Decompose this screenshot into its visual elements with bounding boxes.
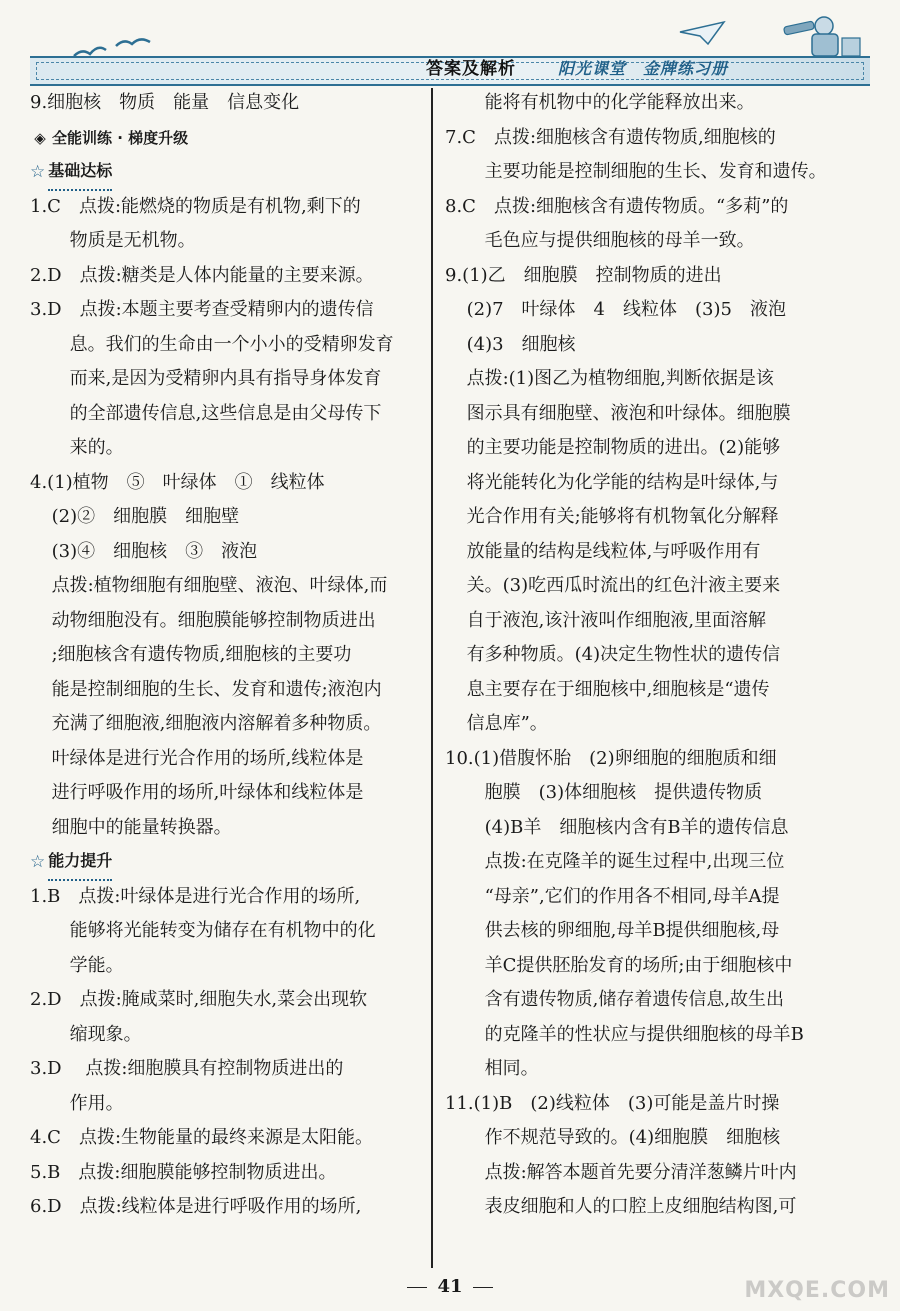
text-line: 9.(1)乙 细胞膜 控制物质的进出 (445, 264, 722, 286)
text-line: 作用。 (69, 1092, 124, 1114)
text-line: 自于液泡,该汁液叫作细胞液,里面溶解 (466, 609, 767, 631)
text-line: 毛色应与提供细胞核的母羊一致。 (484, 230, 755, 251)
page-header (30, 14, 870, 84)
text-line: 10.(1)借腹怀胎 (2)卵细胞的细胞质和细 (445, 747, 777, 769)
header-brand: 阳光课堂 金牌练习册 (558, 59, 729, 78)
text-line: 1.B 点拨:叶绿体是进行光合作用的场所, (30, 885, 361, 907)
subsection-heading (30, 155, 440, 190)
text-line: 放能量的结构是线粒体,与呼吸作用有 (466, 540, 761, 562)
text-line: (2)② 细胞膜 细胞壁 (51, 506, 240, 527)
page-number: 41 (0, 1276, 900, 1297)
text-line: 进行呼吸作用的场所,叶绿体和线粒体是 (51, 782, 364, 803)
text-line: 5.B 点拨:细胞膜能够控制物质进出。 (30, 1161, 337, 1183)
text-line: 细胞中的能量转换器。 (51, 816, 232, 838)
text-line: 作不规范导致的。(4)细胞膜 细胞核 (484, 1127, 781, 1148)
text-line: 点拨:植物细胞有细胞壁、液泡、叶绿体,而 (51, 575, 388, 596)
text-line: 2.D 点拨:糖类是人体内能量的主要来源。 (30, 264, 374, 286)
subsection-heading-text: 能力提升 (48, 844, 112, 882)
text-line: 充满了细胞液,细胞液内溶解着多种物质。 (51, 713, 382, 734)
text-line: 的主要功能是控制物质的进出。(2)能够 (466, 437, 781, 458)
text-line: 光合作用有关;能够将有机物氧化分解释 (466, 506, 779, 527)
text-line: 能够将光能转变为储存在有机物中的化 (69, 920, 376, 941)
text-line: 7.C 点拨:细胞核含有遗传物质,细胞核的 (445, 126, 776, 148)
text-line: 点拨:(1)图乙为植物细胞,判断依据是该 (466, 368, 774, 389)
text-line: 4.(1)植物 ⑤ 叶绿体 ① 线粒体 (30, 471, 325, 493)
text-line: 叶绿体是进行光合作用的场所,线粒体是 (51, 747, 364, 769)
text-line: 点拨:在克隆羊的诞生过程中,出现三位 (484, 851, 785, 872)
text-line: 将光能转化为化学能的结构是叶绿体,与 (466, 471, 779, 493)
text-line: 而来,是因为受精卵内具有指导身体发育 (69, 368, 382, 389)
paper-plane-icon (678, 18, 728, 48)
subsection-heading (30, 845, 440, 880)
text-line: 含有遗传物质,储存着遗传信息,故生出 (484, 989, 785, 1010)
text-line: 6.D 点拨:线粒体是进行呼吸作用的场所, (30, 1196, 362, 1217)
text-line: “母亲”,它们的作用各不相同,母羊A提 (484, 885, 780, 907)
text-line: 缩现象。 (69, 1023, 142, 1045)
text-line: 供去核的卵细胞,母羊B提供细胞核,母 (484, 920, 780, 941)
text-line: 能将有机物中的化学能释放出来。 (484, 92, 755, 113)
text-line: 信息库”。 (466, 713, 548, 734)
text-line: 羊C提供胚胎发育的场所;由于细胞核中 (484, 954, 793, 976)
left-column (30, 86, 440, 1225)
text-line: 3.D 点拨:本题主要考查受精卵内的遗传信 (30, 299, 374, 320)
text-line: 胞膜 (3)体细胞核 提供遗传物质 (484, 782, 763, 803)
text-line: 息主要存在于细胞核中,细胞核是“遗传 (466, 678, 770, 700)
text-line: 物质是无机物。 (69, 230, 196, 251)
telescope-boy-icon (754, 14, 864, 58)
star-icon: ☆ (30, 852, 46, 872)
section-heading-text: 全能训练 · 梯度升级 (52, 128, 189, 147)
text-line: 9.细胞核 物质 能量 信息变化 (30, 92, 300, 113)
text-line: 点拨:解答本题首先要分清洋葱鳞片叶内 (484, 1161, 797, 1183)
text-line: 11.(1)B (2)线粒体 (3)可能是盖片时操 (445, 1092, 780, 1114)
text-line: (4)3 细胞核 (466, 333, 576, 355)
text-line: 有多种物质。(4)决定生物性状的遗传信 (466, 644, 781, 665)
text-line: 的克隆羊的性状应与提供细胞核的母羊B (484, 1023, 804, 1045)
diamond-icon: ◈ (34, 128, 46, 147)
section-heading (30, 121, 440, 156)
text-line: 的全部遗传信息,这些信息是由父母传下 (69, 402, 382, 424)
text-line: 8.C 点拨:细胞核含有遗传物质。“多莉”的 (445, 195, 789, 217)
text-line: 2.D 点拨:腌咸菜时,细胞失水,菜会出现软 (30, 989, 368, 1010)
text-line: 学能。 (69, 954, 124, 976)
text-line: ;细胞核含有遗传物质,细胞核的主要功 (51, 644, 352, 665)
text-line: 来的。 (69, 437, 124, 458)
text-line: 能是控制细胞的生长、发育和遗传;液泡内 (51, 678, 382, 700)
text-line: (4)B羊 细胞核内含有B羊的遗传信息 (484, 816, 789, 838)
star-icon: ☆ (30, 162, 46, 182)
text-line: 表皮细胞和人的口腔上皮细胞结构图,可 (484, 1196, 797, 1217)
text-line: 主要功能是控制细胞的生长、发育和遗传。 (484, 161, 827, 182)
text-line: 动物细胞没有。细胞膜能够控制物质进出 (51, 609, 376, 631)
text-line: (2)7 叶绿体 4 线粒体 (3)5 液泡 (466, 299, 786, 320)
text-line: 1.C 点拨:能燃烧的物质是有机物,剩下的 (30, 195, 361, 217)
right-column (445, 86, 855, 1225)
text-line: 相同。 (484, 1058, 539, 1079)
column-divider (431, 88, 433, 1268)
subsection-heading-text: 基础达标 (48, 154, 112, 192)
header-title: 答案及解析 (426, 59, 516, 79)
text-line: 3.D 点拨:细胞膜具有控制物质进出的 (30, 1058, 344, 1079)
watermark: MXQE.COM (744, 1278, 890, 1303)
text-line: 息。我们的生命由一个小小的受精卵发育 (69, 333, 394, 355)
text-line: 关。(3)吃西瓜时流出的红色汁液主要来 (466, 575, 781, 596)
text-line: (3)④ 细胞核 ③ 液泡 (51, 540, 258, 562)
text-line: 4.C 点拨:生物能量的最终来源是太阳能。 (30, 1127, 374, 1148)
text-line: 图示具有细胞壁、液泡和叶绿体。细胞膜 (466, 402, 791, 424)
